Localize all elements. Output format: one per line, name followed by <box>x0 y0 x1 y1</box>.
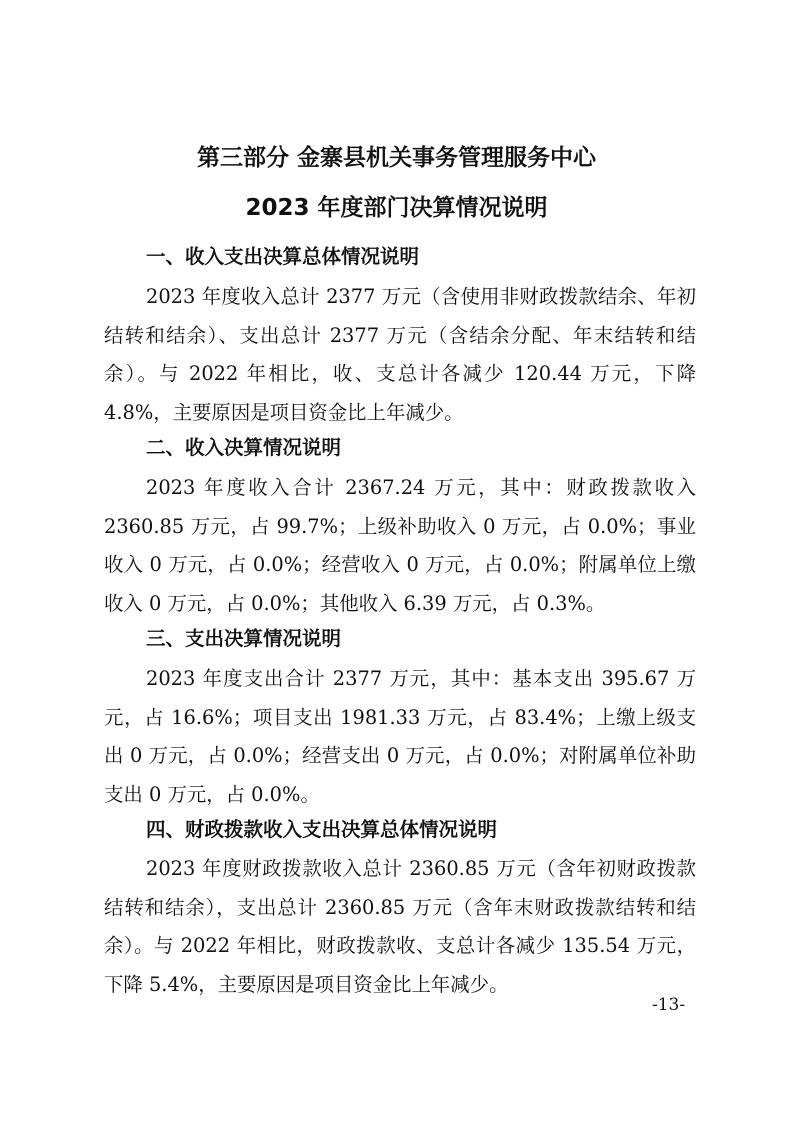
document-subtitle: 2023 年度部门决算情况说明 <box>245 195 548 221</box>
section-heading-income: 二、收入决算情况说明 <box>146 436 342 459</box>
section-body-expense: 2023 年度支出合计 2377 万元，其中：基本支出 395.67 万元，占 16.6%；项目支出 1981.33 万元，占 83.4%；上缴上级支出 0 万元，占 0.0%；经营支出 0 万元，占 0.0%；对附属单位补助支出 0 万元，占 0.0%。 <box>104 667 696 806</box>
page-number: -13- <box>652 995 686 1015</box>
section-body-income: 2023 年度收入合计 2367.24 万元，其中：财政拨款收入 2360.85 万元，占 99.7%；上级补助收入 0 万元，占 0.0%；事业收入 0 万元，占 0.0%；经营收入 0 万元，占 0.0%；附属单位上缴收入 0 万元，占 0.0%；其他收入 6.39 万元，占 0.3%。 <box>104 476 696 615</box>
document-title: 第三部分 金寨县机关事务管理服务中心 <box>196 145 596 171</box>
section-body-income-expense-overview: 2023 年度收入总计 2377 万元（含使用非财政拨款结余、年初结转和结余）、支出总计 2377 万元（含结余分配、年末结转和结余）。与 2022 年相比，收、支总计各减少 120.44 万元，下降 4.8%，主要原因是项目资金比上年减少。 <box>104 285 696 424</box>
section-heading-fiscal-appropriation: 四、财政拨款收入支出决算总体情况说明 <box>146 818 498 841</box>
section-heading-income-expense-overview: 一、收入支出决算总体情况说明 <box>146 245 420 268</box>
section-body-fiscal-appropriation: 2023 年度财政拨款收入总计 2360.85 万元（含年初财政拨款结转和结余），支出总计 2360.85 万元（含年末财政拨款结转和结余）。与 2022 年相比，财政拨款收、支总计各减少 135.54 万元，下降 5.4%，主要原因是项目资金比上年减少。 <box>104 857 696 996</box>
section-heading-expense: 三、支出决算情况说明 <box>146 627 342 650</box>
